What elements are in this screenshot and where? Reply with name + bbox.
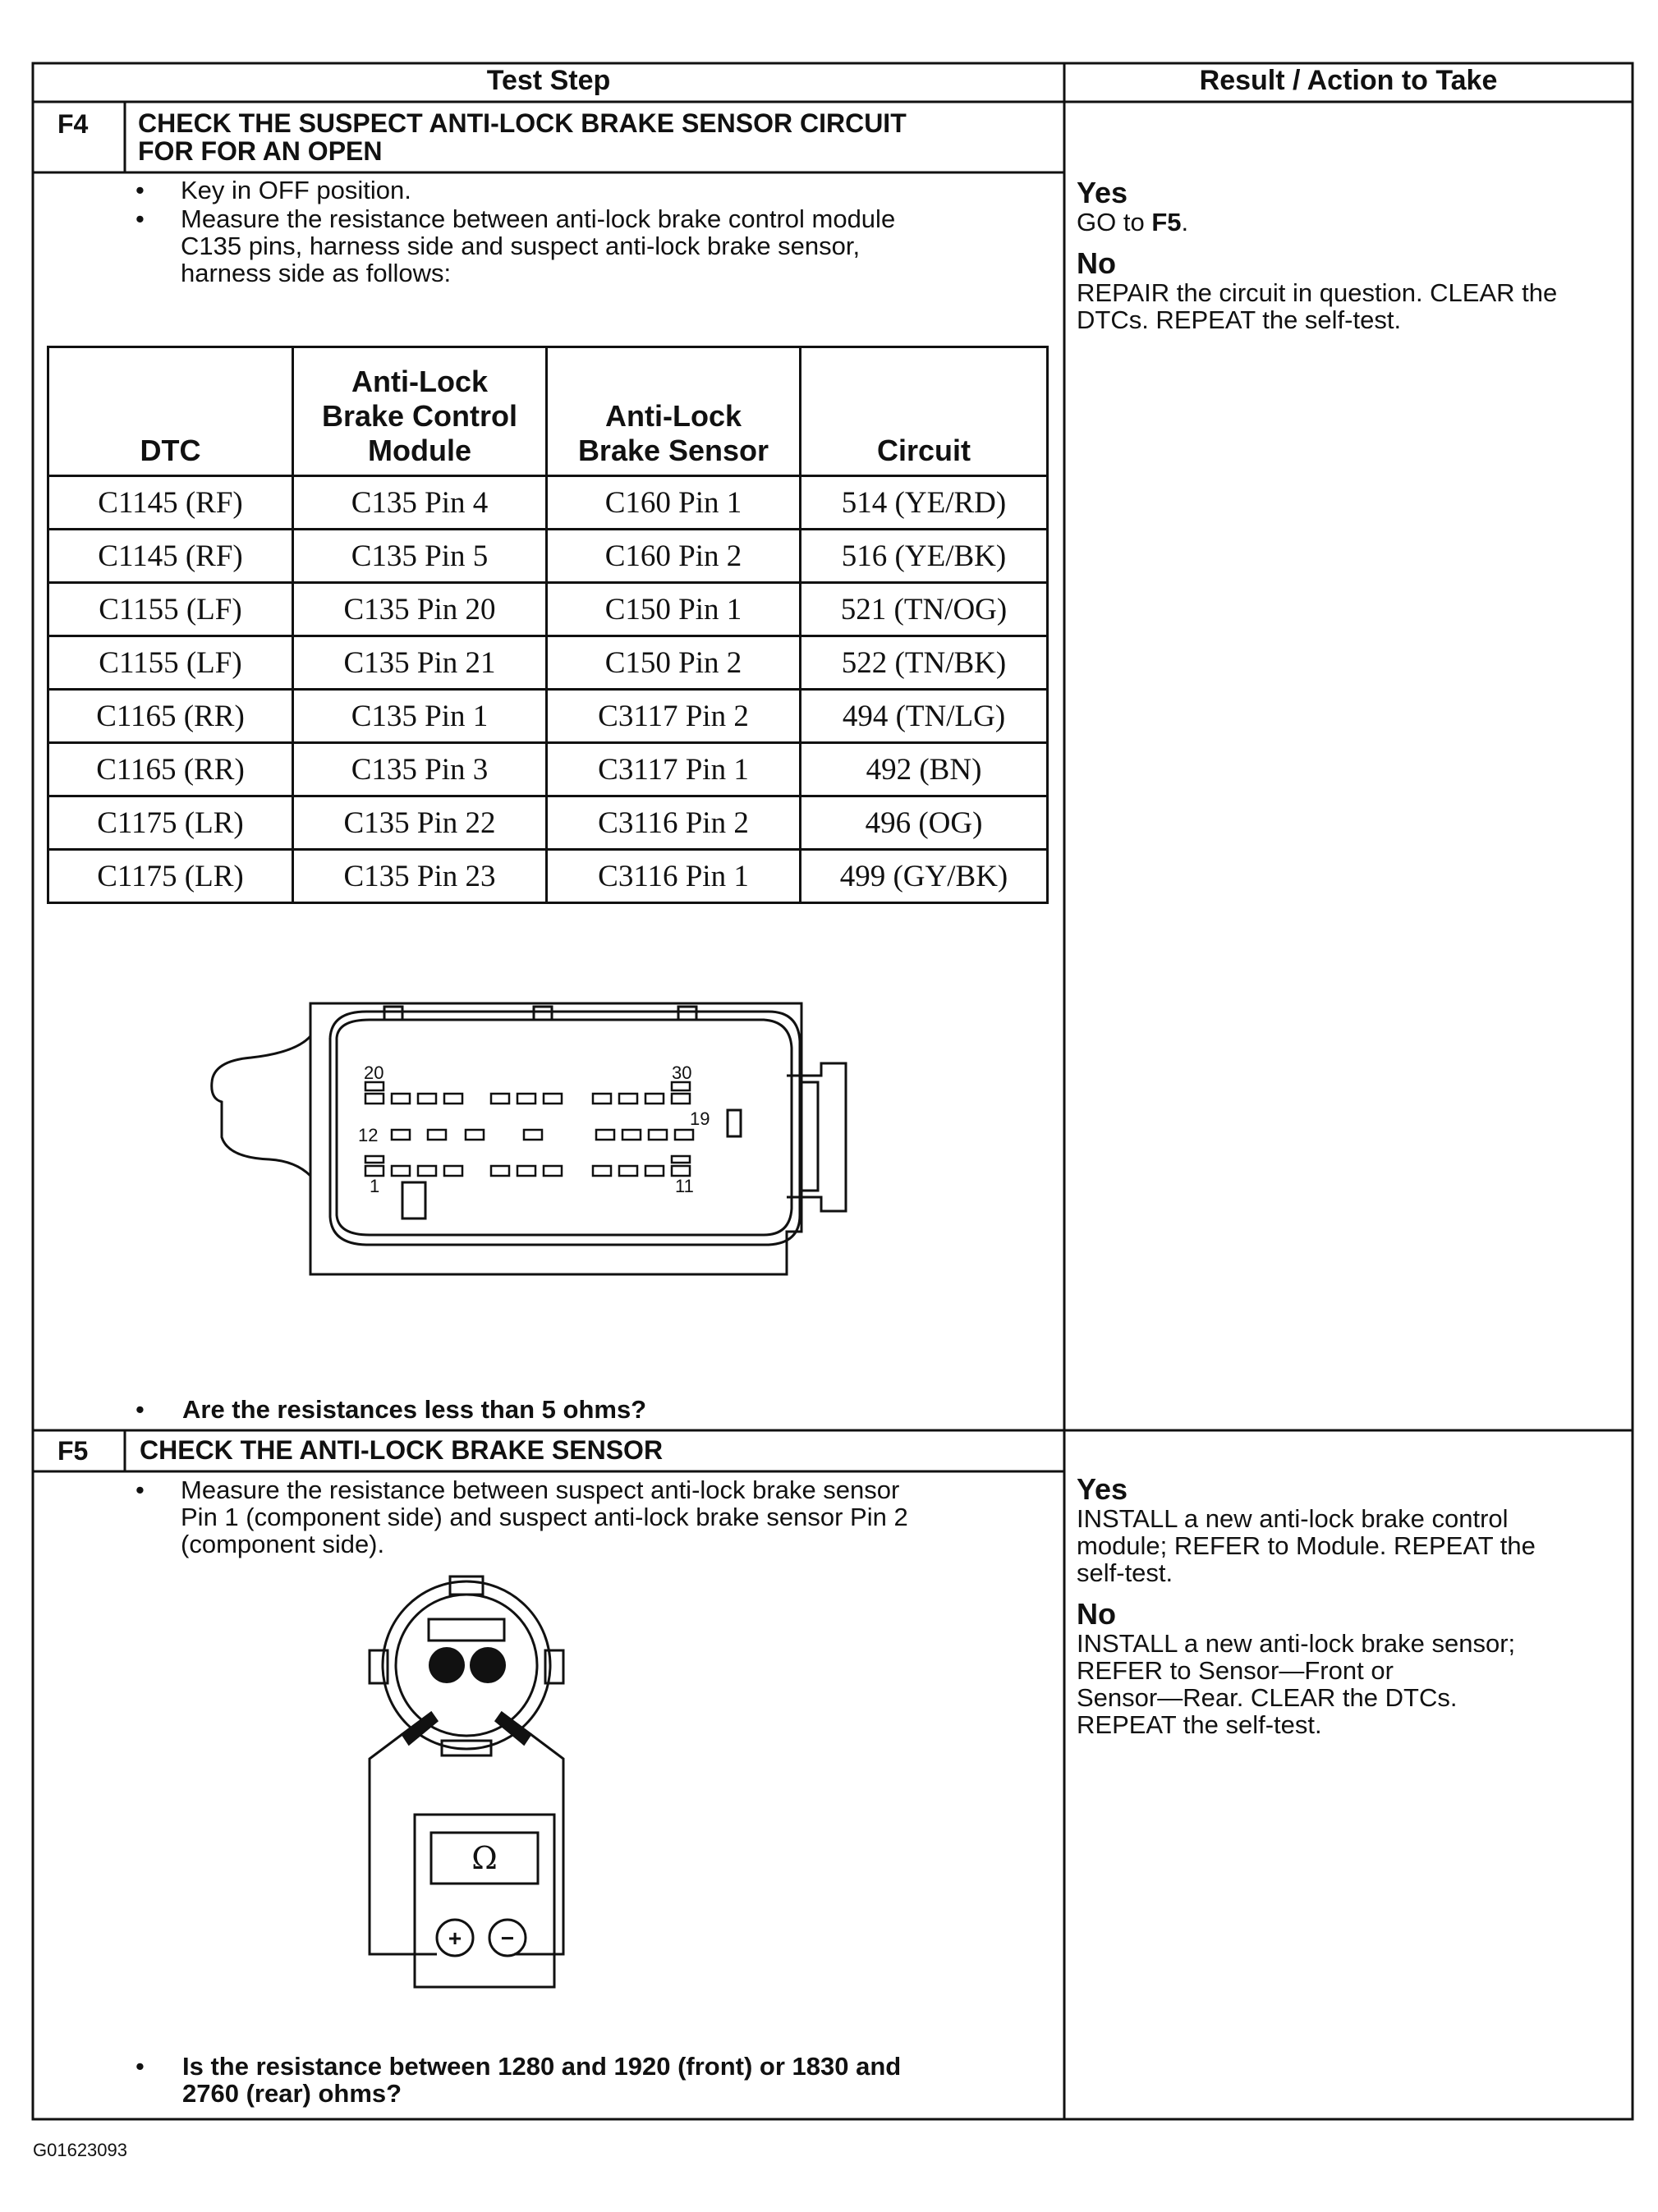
col-header-sensor-line2: Brake Sensor bbox=[577, 434, 769, 467]
pin-label-12: 12 bbox=[358, 1125, 379, 1145]
cell-dtc: C1165 (RR) bbox=[48, 690, 293, 743]
pin-label-11: 11 bbox=[675, 1176, 694, 1196]
header-test-step: Test Step bbox=[486, 65, 611, 96]
cell-circuit: 514 (YE/RD) bbox=[801, 476, 1048, 530]
f5-no-line1: INSTALL a new anti-lock brake sensor; bbox=[1077, 1629, 1516, 1658]
sensor-ohmmeter-diagram bbox=[353, 1568, 616, 1995]
f5-yes-line2: module; REFER to Module. REPEAT the bbox=[1077, 1531, 1536, 1560]
table-row bbox=[48, 476, 1048, 530]
f5-question-line2: 2760 (rear) ohms? bbox=[182, 2079, 402, 2108]
f4-instruction-2-line3: harness side as follows: bbox=[181, 259, 452, 287]
pin-label-1: 1 bbox=[370, 1176, 380, 1196]
step-title-f4-line2: FOR FOR AN OPEN bbox=[138, 136, 383, 166]
f5-no-line4: REPEAT the self-test. bbox=[1077, 1710, 1322, 1739]
col-header-module-line1: Anti-Lock bbox=[351, 365, 488, 398]
f5-no-action bbox=[1077, 1630, 1515, 1738]
cell-module-pin: C135 Pin 4 bbox=[293, 476, 547, 530]
bullet-dot: • bbox=[135, 176, 145, 204]
bullet-dot: • bbox=[135, 2052, 145, 2081]
cell-module-pin: C135 Pin 3 bbox=[293, 743, 547, 796]
step-title-f4-line1: CHECK THE SUSPECT ANTI-LOCK BRAKE SENSOR CIRCUIT bbox=[138, 108, 907, 138]
cell-circuit: 516 (YE/BK) bbox=[801, 530, 1048, 583]
table-header-row bbox=[48, 347, 1048, 476]
f4-instruction-2 bbox=[181, 205, 895, 287]
meter-minus-terminal: − bbox=[500, 1925, 515, 1951]
table-row bbox=[48, 636, 1048, 690]
resistance-table bbox=[47, 346, 1049, 904]
cell-dtc: C1155 (LF) bbox=[48, 636, 293, 690]
sensor-pin-1 bbox=[429, 1647, 465, 1683]
f4-yes-action: GO to F5. bbox=[1077, 208, 1189, 236]
col-header-dtc: DTC bbox=[48, 347, 293, 476]
cell-sensor-pin: C3116 Pin 2 bbox=[547, 796, 801, 850]
cell-module-pin: C135 Pin 20 bbox=[293, 583, 547, 636]
cell-dtc: C1145 (RF) bbox=[48, 476, 293, 530]
cell-sensor-pin: C160 Pin 2 bbox=[547, 530, 801, 583]
cell-sensor-pin: C3116 Pin 1 bbox=[547, 850, 801, 903]
ohm-symbol: Ω bbox=[471, 1840, 498, 1876]
cell-sensor-pin: C3117 Pin 1 bbox=[547, 743, 801, 796]
cell-circuit: 499 (GY/BK) bbox=[801, 850, 1048, 903]
bullet-dot: • bbox=[135, 1395, 145, 1424]
table-row bbox=[48, 530, 1048, 583]
cell-sensor-pin: C150 Pin 1 bbox=[547, 583, 801, 636]
cell-circuit: 521 (TN/OG) bbox=[801, 583, 1048, 636]
figure-code: G01623093 bbox=[33, 2140, 127, 2160]
col-header-sensor-line1: Anti-Lock bbox=[605, 399, 742, 433]
f5-question bbox=[182, 2053, 901, 2107]
cell-sensor-pin: C3117 Pin 2 bbox=[547, 690, 801, 743]
step-title-f4 bbox=[138, 109, 907, 165]
table-row bbox=[48, 850, 1048, 903]
pin-label-30: 30 bbox=[672, 1062, 692, 1083]
f4-yes-link-f5[interactable]: F5 bbox=[1151, 208, 1182, 236]
meter-plus-terminal: + bbox=[448, 1925, 462, 1951]
f5-instruction-line3: (component side). bbox=[181, 1530, 385, 1558]
cell-circuit: 494 (TN/LG) bbox=[801, 690, 1048, 743]
cell-dtc: C1165 (RR) bbox=[48, 743, 293, 796]
f5-no-line3: Sensor—Rear. CLEAR the DTCs. bbox=[1077, 1683, 1458, 1712]
step-id-f4: F4 bbox=[57, 109, 89, 139]
pin-label-19: 19 bbox=[690, 1108, 710, 1129]
cell-module-pin: C135 Pin 22 bbox=[293, 796, 547, 850]
cell-dtc: C1175 (LR) bbox=[48, 850, 293, 903]
cell-module-pin: C135 Pin 21 bbox=[293, 636, 547, 690]
col-header-sensor bbox=[547, 347, 801, 476]
f4-instruction-2-line1: Measure the resistance between anti-lock brake control module bbox=[181, 204, 896, 233]
cell-module-pin: C135 Pin 23 bbox=[293, 850, 547, 903]
table-row bbox=[48, 743, 1048, 796]
cell-sensor-pin: C160 Pin 1 bbox=[547, 476, 801, 530]
col-header-module bbox=[293, 347, 547, 476]
cell-module-pin: C135 Pin 1 bbox=[293, 690, 547, 743]
f5-yes-line3: self-test. bbox=[1077, 1558, 1173, 1587]
f4-no-action-line1: REPAIR the circuit in question. CLEAR the bbox=[1077, 278, 1558, 307]
table-row bbox=[48, 796, 1048, 850]
header-result-action: Result / Action to Take bbox=[1199, 65, 1498, 96]
f5-yes-label: Yes bbox=[1077, 1472, 1128, 1506]
pin-label-20: 20 bbox=[364, 1062, 384, 1083]
f5-yes-action bbox=[1077, 1505, 1536, 1586]
f5-no-line2: REFER to Sensor—Front or bbox=[1077, 1656, 1394, 1685]
f5-instruction-line1: Measure the resistance between suspect anti-lock brake sensor bbox=[181, 1475, 900, 1504]
bullet-dot: • bbox=[135, 1475, 145, 1504]
table-row bbox=[48, 583, 1048, 636]
f4-no-action bbox=[1077, 279, 1557, 333]
col-header-module-line3: Module bbox=[368, 434, 471, 467]
cell-dtc: C1175 (LR) bbox=[48, 796, 293, 850]
f5-instruction bbox=[181, 1476, 908, 1558]
cell-dtc: C1155 (LF) bbox=[48, 583, 293, 636]
f4-no-label: No bbox=[1077, 246, 1116, 280]
col-header-module-line2: Brake Control bbox=[321, 399, 518, 433]
step-id-f5: F5 bbox=[57, 1436, 89, 1466]
f4-question: Are the resistances less than 5 ohms? bbox=[182, 1395, 647, 1424]
sensor-pin-2 bbox=[470, 1647, 506, 1683]
f5-yes-line1: INSTALL a new anti-lock brake control bbox=[1077, 1504, 1509, 1533]
bullet-dot: • bbox=[135, 204, 145, 233]
cell-sensor-pin: C150 Pin 2 bbox=[547, 636, 801, 690]
f4-instruction-2-line2: C135 pins, harness side and suspect anti-lock brake sensor, bbox=[181, 232, 861, 260]
cell-circuit: 492 (BN) bbox=[801, 743, 1048, 796]
f5-question-line1: Is the resistance between 1280 and 1920 (front) or 1830 and bbox=[182, 2052, 902, 2081]
step-title-f5: CHECK THE ANTI-LOCK BRAKE SENSOR bbox=[140, 1435, 664, 1465]
f5-no-label: No bbox=[1077, 1597, 1116, 1631]
f4-instruction-1: Key in OFF position. bbox=[181, 176, 411, 204]
cell-dtc: C1145 (RF) bbox=[48, 530, 293, 583]
col-header-circuit: Circuit bbox=[801, 347, 1048, 476]
f4-yes-label: Yes bbox=[1077, 176, 1128, 209]
f5-instruction-line2: Pin 1 (component side) and suspect anti-lock brake sensor Pin 2 bbox=[181, 1503, 908, 1531]
table-row bbox=[48, 690, 1048, 743]
connector-c135-diagram bbox=[197, 985, 854, 1289]
cell-circuit: 522 (TN/BK) bbox=[801, 636, 1048, 690]
f4-no-action-line2: DTCs. REPEAT the self-test. bbox=[1077, 305, 1402, 334]
cell-module-pin: C135 Pin 5 bbox=[293, 530, 547, 583]
cell-circuit: 496 (OG) bbox=[801, 796, 1048, 850]
